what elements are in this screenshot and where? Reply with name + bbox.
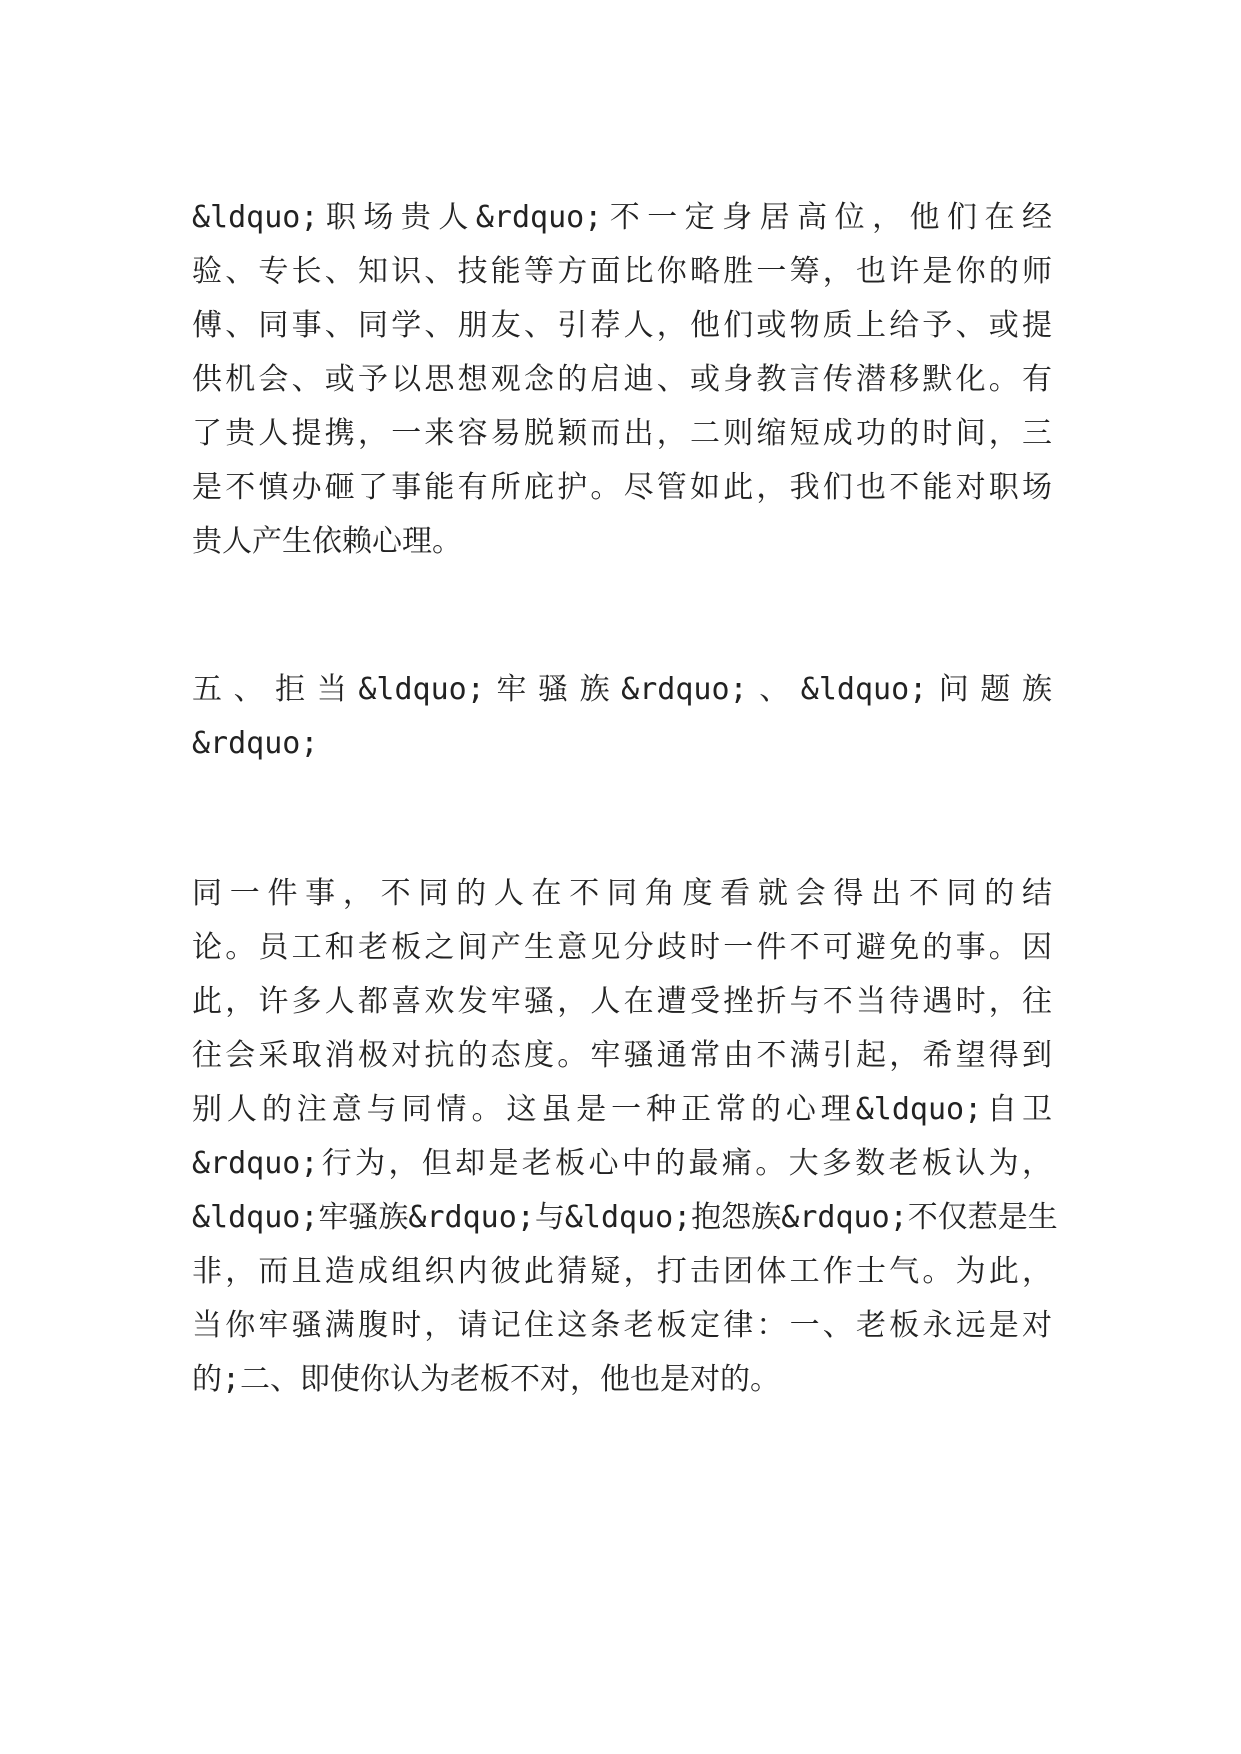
paragraph-1-line-1: &ldquo;职场贵人&rdquo;不一定身居高位，他们在经 <box>192 200 1052 235</box>
paragraph-2-line-8: 非，而且造成组织内彼此猜疑，打击团体工作士气。为此， <box>192 1254 1052 1289</box>
paragraph-1-line-2: 验、专长、知识、技能等方面比你略胜一筹，也许是你的师 <box>192 254 1052 289</box>
paragraph-2-line-6: &rdquo;行为，但却是老板心中的最痛。大多数老板认为， <box>192 1146 1052 1181</box>
paragraph-2-line-3: 此，许多人都喜欢发牢骚，人在遭受挫折与不当待遇时，往 <box>192 984 1052 1019</box>
paragraph-2-line-2: 论。员工和老板之间产生意见分歧时一件不可避免的事。因 <box>192 930 1052 965</box>
paragraph-2-line-5: 别人的注意与同情。这虽是一种正常的心理&ldquo;自卫 <box>192 1092 1052 1127</box>
paragraph-1-line-6: 是不慎办砸了事能有所庇护。尽管如此，我们也不能对职场 <box>192 470 1052 505</box>
paragraph-1-line-3: 傅、同事、同学、朋友、引荐人，他们或物质上给予、或提 <box>192 308 1052 343</box>
paragraph-2-line-1: 同一件事，不同的人在不同角度看就会得出不同的结 <box>192 876 1052 911</box>
paragraph-1-line-4: 供机会、或予以思想观念的启迪、或身教言传潜移默化。有 <box>192 362 1052 397</box>
section-heading-line-2: &rdquo; <box>192 726 319 761</box>
section-heading-line-1: 五、拒当&ldquo;牢骚族&rdquo;、&ldquo;问题族 <box>192 672 1052 707</box>
paragraph-1-line-5: 了贵人提携，一来容易脱颖而出，二则缩短成功的时间，三 <box>192 416 1052 451</box>
paragraph-2-line-4: 往会采取消极对抗的态度。牢骚通常由不满引起，希望得到 <box>192 1038 1052 1073</box>
paragraph-2-line-7: &ldquo;牢骚族&rdquo;与&ldquo;抱怨族&rdquo;不仅惹是生 <box>192 1200 1058 1235</box>
paragraph-2-line-10: 的;二、即使你认为老板不对，他也是对的。 <box>192 1362 781 1397</box>
paragraph-2-line-9: 当你牢骚满腹时，请记住这条老板定律：一、老板永远是对 <box>192 1308 1052 1343</box>
paragraph-1-line-7: 贵人产生依赖心理。 <box>192 524 462 559</box>
